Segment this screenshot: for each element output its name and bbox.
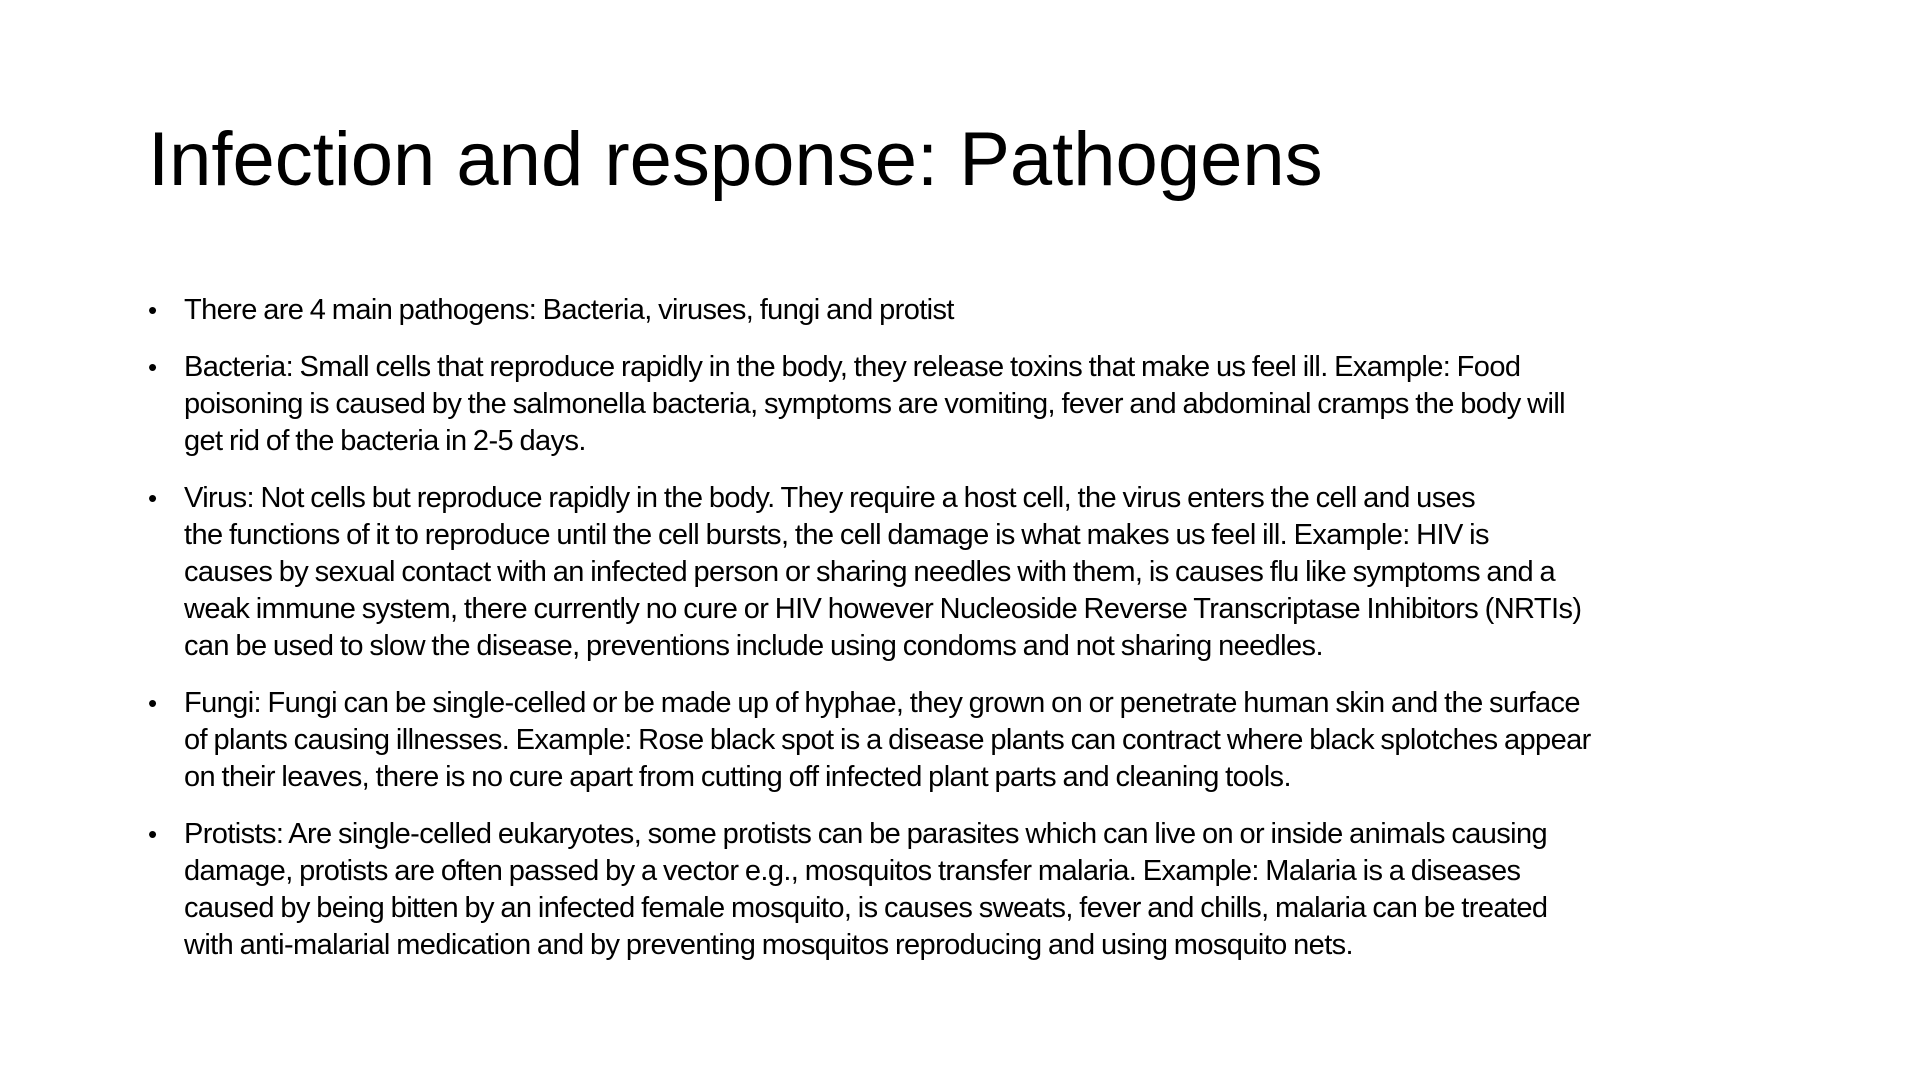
bullet-text-line: the functions of it to reproduce until the cell bursts, the cell damage is what makes us feel ill. Example: HIV is [184, 519, 1489, 551]
bullet-text-line: weak immune system, there currently no cure or HIV however Nucleoside Reverse Transcriptase Inhibitors (NRTIs) [184, 593, 1582, 625]
slide-title: Infection and response: Pathogens [148, 117, 1323, 202]
bullet-text-line: Virus: Not cells but reproduce rapidly in the body. They require a host cell, the virus enters the cell and uses [184, 482, 1476, 514]
bullet-text-line: get rid of the bacteria in 2-5 days. [184, 425, 586, 457]
bullet-marker: • [148, 688, 157, 718]
bullet-text-line: causes by sexual contact with an infected person or sharing needles with them, is causes flu like symptoms and a [184, 556, 1555, 588]
bullet-text-line: damage, protists are often passed by a vector e.g., mosquitos transfer malaria. Example: Malaria is a diseases [184, 855, 1521, 887]
bullet-text-line: Bacteria: Small cells that reproduce rapidly in the body, they release toxins that make us feel ill. Example: Food [184, 351, 1521, 383]
bullet-list [148, 292, 1788, 984]
bullet-marker: • [148, 352, 157, 382]
bullet-text-line: Fungi: Fungi can be single-celled or be made up of hyphae, they grown on or penetrate human skin and the surface [184, 687, 1580, 719]
bullet-item-protists [148, 816, 1788, 964]
bullet-item-fungi [148, 685, 1788, 796]
bullet-text-line: with anti-malarial medication and by preventing mosquitos reproducing and using mosquito nets. [184, 929, 1354, 961]
bullet-text-line: Protists: Are single-celled eukaryotes, some protists can be parasites which can live on or inside animals causing [184, 818, 1548, 850]
bullet-text-line: of plants causing illnesses. Example: Rose black spot is a disease plants can contract where black splotches appear [184, 724, 1591, 756]
bullet-text-line: There are 4 main pathogens: Bacteria, viruses, fungi and protist [184, 294, 954, 326]
bullet-text-line: caused by being bitten by an infected female mosquito, is causes sweats, fever and chills, malaria can be treated [184, 892, 1548, 924]
bullet-item-bacteria [148, 349, 1788, 460]
bullet-text-line: on their leaves, there is no cure apart from cutting off infected plant parts and cleaning tools. [184, 761, 1291, 793]
bullet-marker: • [148, 819, 157, 849]
bullet-marker: • [148, 483, 157, 513]
bullet-marker: • [148, 295, 157, 325]
bullet-text-line: can be used to slow the disease, preventions include using condoms and not sharing needles. [184, 630, 1323, 662]
bullet-item-virus [148, 480, 1788, 665]
bullet-item-pathogens-overview [148, 292, 1788, 329]
bullet-text-line: poisoning is caused by the salmonella bacteria, symptoms are vomiting, fever and abdominal cramps the body will [184, 388, 1566, 420]
